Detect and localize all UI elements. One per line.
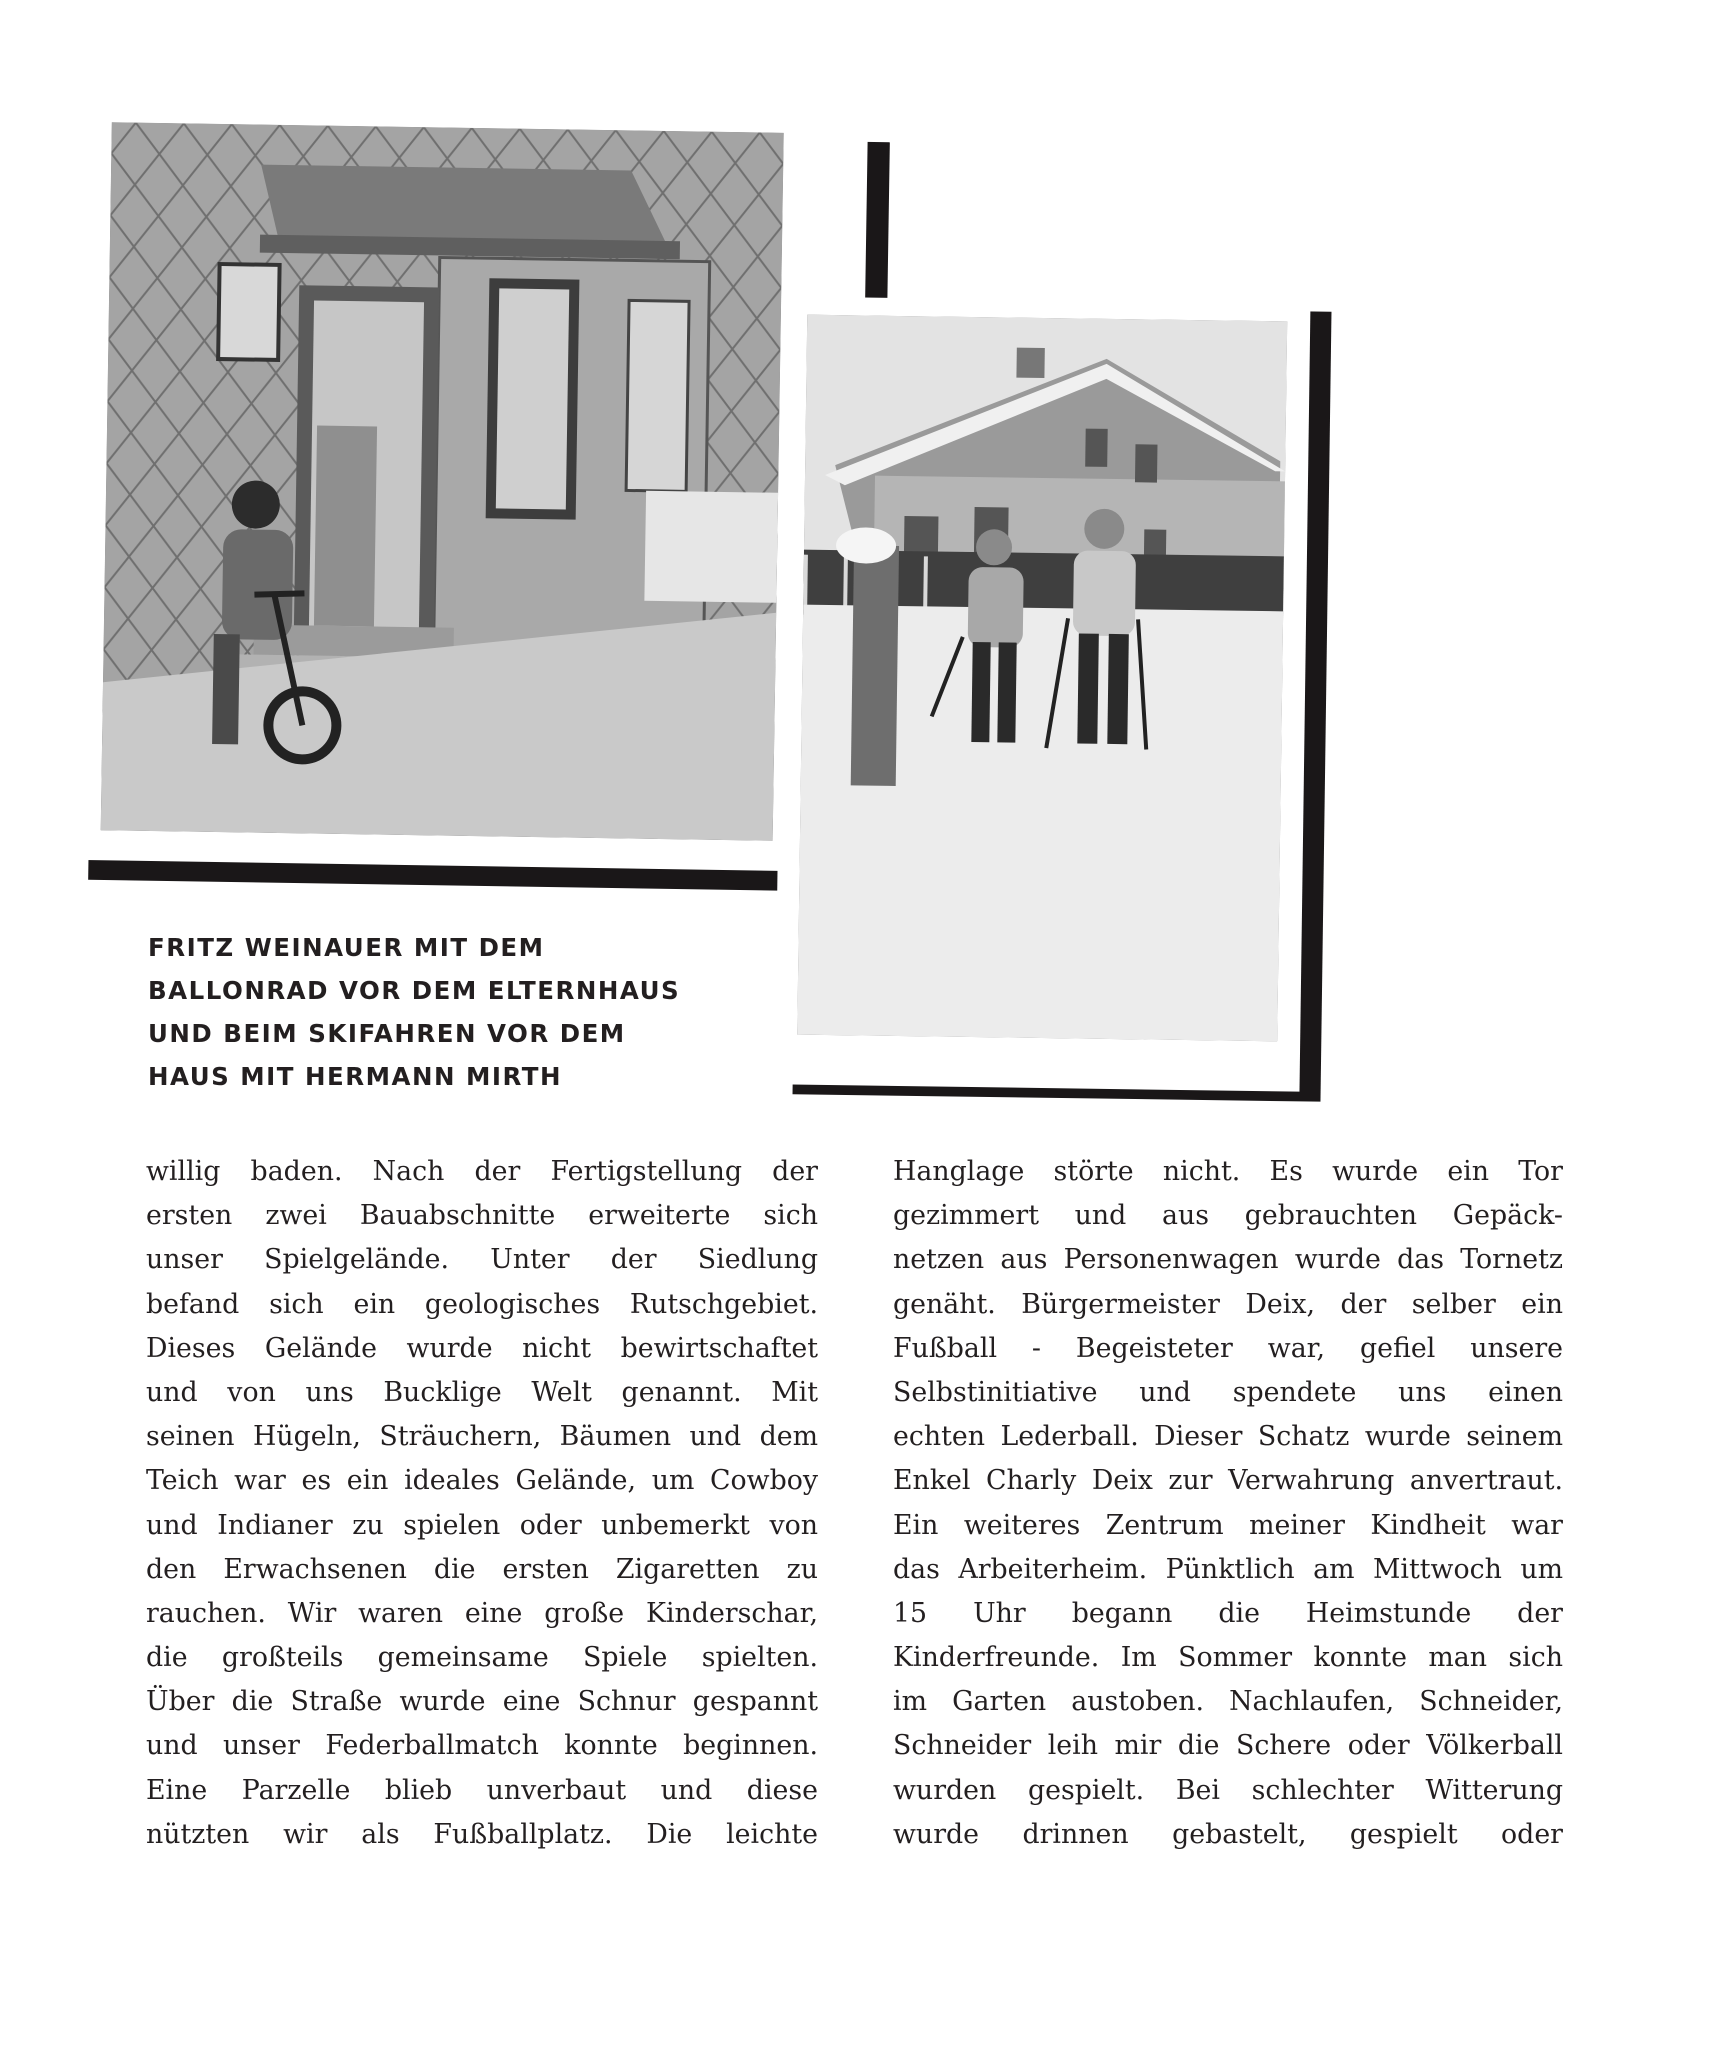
text-line: und von uns Bucklige Welt genannt. Mit <box>146 1376 818 1408</box>
text-line: befand sich ein geologisches Rutschgebiet. <box>146 1288 818 1320</box>
text-line: im Garten austoben. Nachlaufen, Schneider, <box>893 1686 1563 1718</box>
text-line: rauchen. Wir waren eine große Kinderschar, <box>146 1597 818 1629</box>
text-line: genäht. Bürgermeister Deix, der selber ein <box>893 1288 1563 1320</box>
text-line: willig baden. Nach der Fertigstellung der <box>146 1156 818 1187</box>
text-line: netzen aus Personenwagen wurde das Tornetz <box>893 1244 1563 1276</box>
text-line: ersten zwei Bauabschnitte erweiterte sich <box>146 1200 818 1232</box>
text-line: Eine Parzelle blieb unverbaut und diese <box>146 1774 818 1806</box>
text-line: Teich war es ein ideales Gelände, um Cowboy <box>146 1465 818 1497</box>
text-line: Selbstinitiative und spendete uns einen <box>893 1376 1563 1408</box>
text-column-right <box>893 1150 1563 1857</box>
text-line: wurden gespielt. Bei schlechter Witterung <box>893 1774 1563 1806</box>
text-line: unser Spielgelände. Unter der Siedlung <box>146 1244 818 1276</box>
photo-balloon-bike <box>82 126 882 886</box>
text-line: das Arbeiterheim. Pünktlich am Mittwoch um <box>893 1553 1563 1585</box>
text-column-left <box>146 1150 818 1857</box>
photo-image <box>101 122 784 840</box>
text-line: Fußball - Begeisteter war, gefiel unsere <box>893 1332 1563 1364</box>
photo-frame <box>76 120 868 872</box>
caption-line: BALLONRAD VOR DEM ELTERNHAUS <box>148 976 681 1005</box>
text-line: Ein weiteres Zentrum meiner Kindheit war <box>893 1509 1563 1541</box>
caption-line: HAUS MIT HERMANN MIRTH <box>148 1062 562 1091</box>
text-line: Schneider leih mir die Schere oder Völkerball <box>893 1730 1563 1762</box>
photo-caption <box>148 926 708 1098</box>
text-line: und Indianer zu spielen oder unbemerkt von <box>146 1509 818 1541</box>
text-line: 15 Uhr begann die Heimstunde der <box>893 1597 1563 1629</box>
text-line: echten Lederball. Dieser Schatz wurde seinem <box>893 1421 1563 1453</box>
photo-frame <box>775 296 1311 1091</box>
text-line: wurde drinnen gebastelt, gespielt oder <box>893 1818 1563 1850</box>
text-line: nützten wir als Fußballplatz. Die leichte <box>146 1818 818 1850</box>
text-line: Kinderfreunde. Im Sommer konnte man sich <box>893 1642 1563 1674</box>
photo-skiing <box>780 300 1340 1100</box>
caption-line: UND BEIM SKIFAHREN VOR DEM <box>148 1019 626 1048</box>
text-line: Enkel Charly Deix zur Verwahrung anvertraut. <box>893 1465 1563 1497</box>
text-line: und unser Federballmatch konnte beginnen. <box>146 1730 818 1762</box>
text-line: den Erwachsenen die ersten Zigaretten zu <box>146 1553 818 1585</box>
text-line: Dieses Gelände wurde nicht bewirtschaftet <box>146 1332 818 1364</box>
photo-image <box>797 315 1287 1042</box>
text-line: die großteils gemeinsame Spiele spielten. <box>146 1642 818 1674</box>
caption-line: FRITZ WEINAUER MIT DEM <box>148 933 545 962</box>
text-line: seinen Hügeln, Sträuchern, Bäumen und dem <box>146 1421 818 1453</box>
text-line: Hanglage störte nicht. Es wurde ein Tor <box>893 1156 1563 1187</box>
text-line: Über die Straße wurde eine Schnur gespannt <box>146 1686 818 1718</box>
text-line: gezimmert und aus gebrauchten Gepäck- <box>893 1200 1563 1232</box>
